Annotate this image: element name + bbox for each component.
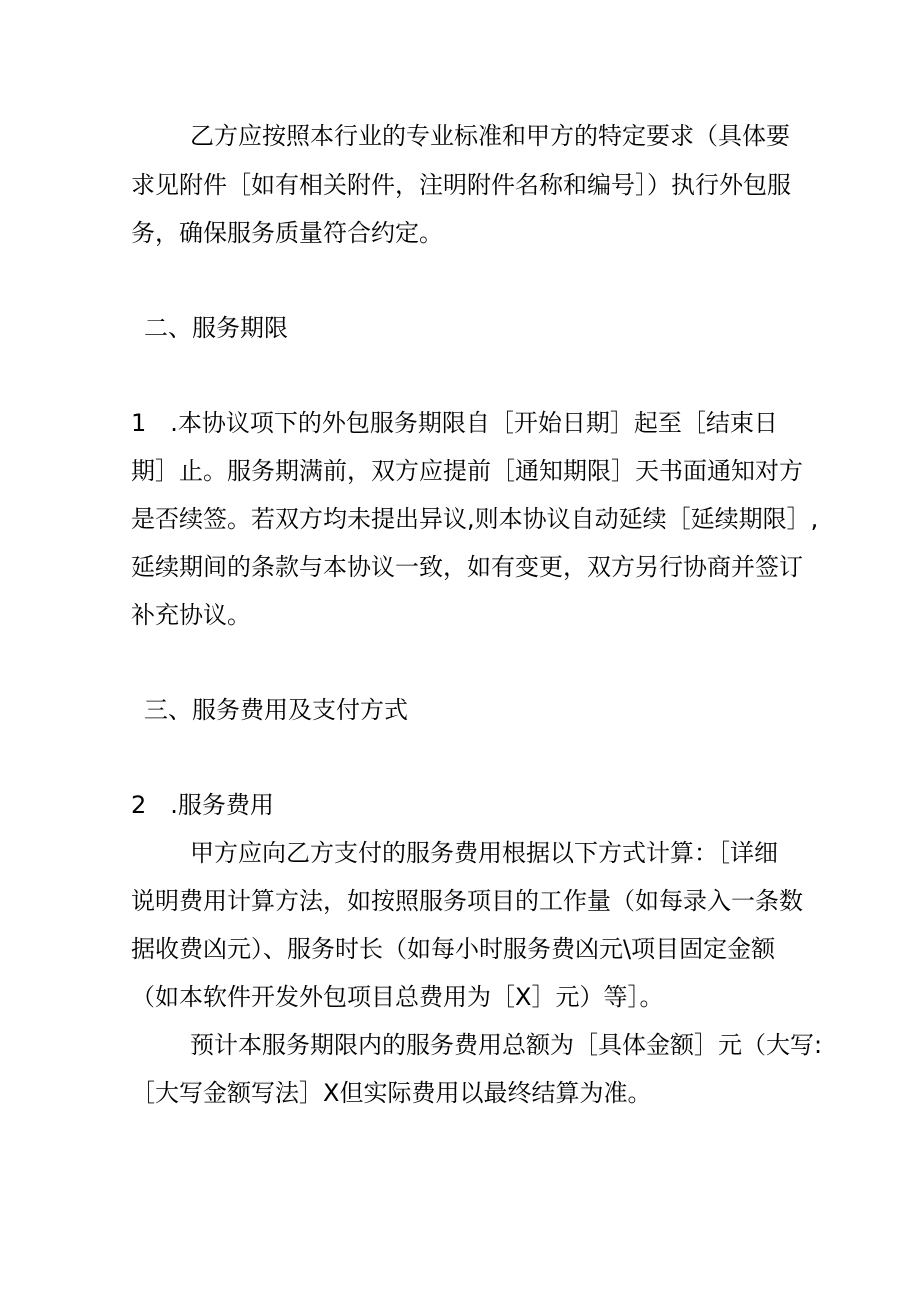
item-1-line-2: 期］止。服务期满前，双方应提前［通知期限］天书面通知对方 (131, 457, 803, 485)
item-2-para-1-line-2: 说明费用计算方法，如按照服务项目的工作量（如每录入一条数 (131, 887, 803, 915)
item-2-para-2-line-1: 预计本服务期限内的服务费用总额为［具体金额］元（大写: (190, 1031, 823, 1059)
paragraph-1-line-1: 乙方应按照本行业的专业标准和甲方的特定要求（具体要 (190, 122, 790, 150)
paragraph-1-line-3: 务，确保服务质量符合约定。 (131, 219, 443, 247)
section-heading-fees-payment: 三、服务费用及支付方式 (144, 696, 408, 724)
item-2-title: 2 .服务费用 (131, 791, 274, 819)
item-2-para-1-line-1: 甲方应向乙方支付的服务费用根据以下方式计算：［详细 (190, 839, 778, 867)
section-heading-service-term: 二、服务期限 (144, 314, 288, 342)
item-2-para-2-line-2: ［大写金额写法］X但实际费用以最终结算为准。 (131, 1079, 652, 1107)
item-1-line-5: 补充协议。 (131, 601, 251, 629)
item-1-line-1: 1 .本协议项下的外包服务期限自［开始日期］起至［结束日 (131, 409, 778, 437)
item-2-para-1-line-4: （如本软件开发外包项目总费用为［X］元）等］。 (131, 983, 664, 1011)
paragraph-1-line-2: 求见附件［如有相关附件，注明附件名称和编号］）执行外包服 (131, 171, 791, 199)
item-2-para-1-line-3: 据收费凶元）、服务时长（如每小时服务费凶元\项目固定金额 (131, 935, 776, 963)
item-1-line-3: 是否续签。若双方均未提出异议,则本协议自动延续［延续期限］, (131, 505, 819, 533)
item-1-line-4: 延续期间的条款与本协议一致，如有变更，双方另行协商并签订 (131, 553, 803, 581)
